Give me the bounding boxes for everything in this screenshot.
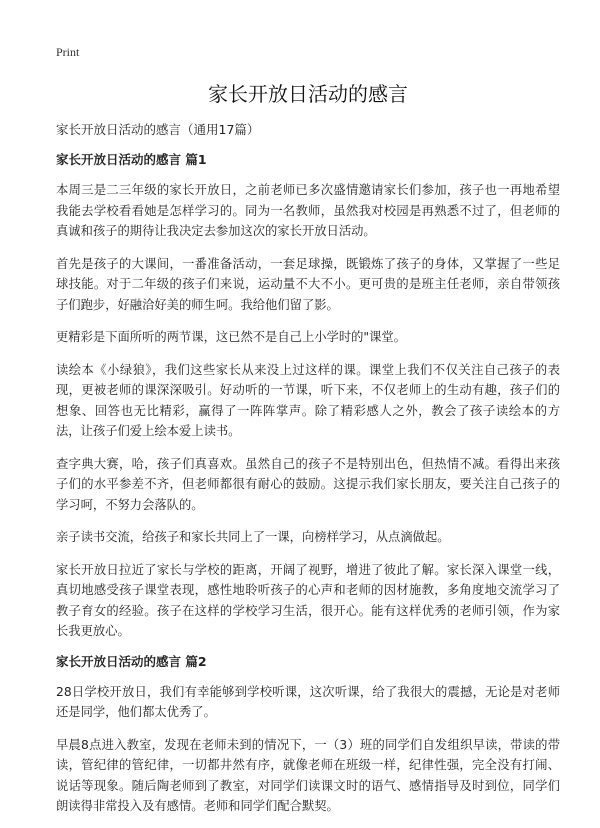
- paragraph: 早晨8点进入教室，发现在老师未到的情况下，一（3）班的同学们自发组织早读，带读的带读，管纪律的管纪律，一切都井然有序，就像老师在班级一样，纪律性强，完全没有打闹、说话等现象。随后陶老师到了教室，对同学们读课文时的语气、感情指导及时到位，同学们朗读得非常投入及有感情。老师和同学们配合默契。: [56, 737, 560, 813]
- section-1: [56, 150, 560, 642]
- section-2: [56, 652, 560, 817]
- paragraph: 28日学校开放日，我们有幸能够到学校听课，这次听课，给了我很大的震撼，无论是对老师还是同学，他们都太优秀了。: [56, 684, 560, 719]
- paragraph: 亲子读书交流，给孩子和家长共同上了一课，向榜样学习，从点滴做起。: [56, 530, 450, 544]
- section-heading: 家长开放日活动的感言 篇1: [56, 152, 207, 167]
- paragraph: 家长开放日拉近了家长与学校的距离，开阔了视野，增进了彼此了解。家长深入课堂一线，真切地感受孩子课堂表现，感性地聆听孩子的心声和老师的因材施教，多角度地交流学习了教子育女的经验。孩子在这样的学校学习生活，很开心。能有这样优秀的老师引领，作为家长我更放心。: [56, 562, 560, 638]
- paragraph: 读绘本《小绿狼》，我们这些家长从来没上过这样的课。课堂上我们不仅关注自己孩子的表现，更被老师的课深深吸引。好动听的一节课，听下来，不仅老师上的生动有趣，孩子们的想象、回答也无比精彩，赢得了一阵阵掌声。除了精彩感人之外，教会了孩子读绘本的方法，让孩子们爱上绘本爱上读书。: [56, 362, 560, 438]
- section-heading: 家长开放日活动的感言 篇2: [56, 653, 207, 669]
- paragraph: 更精彩是下面所听的两节课，这已然不是自己上小学时的"课堂。: [56, 330, 406, 344]
- paragraph: 本周三是二三年级的家长开放日，之前老师已多次盛情邀请家长们参加，孩子也一再地希望我能去学校看看她是怎样学习的。同为一名教师，虽然我对校园是再熟悉不过了，但老师的真诚和孩子的期待让我决定去参加这次的家长开放日活动。: [56, 183, 560, 238]
- document-title: 家长开放日活动的感言: [208, 82, 408, 106]
- document-subtitle: 家长开放日活动的感言（通用17篇）: [56, 122, 260, 137]
- paragraph: 查字典大赛，哈，孩子们真喜欢。虽然自己的孩子不是特别出色，但热情不减。看得出来孩子们的水平参差不齐，但老师都很有耐心的鼓励。这提示我们家长朋友，要关注自己孩子的学习呵，不努力会落队的。: [56, 456, 560, 512]
- paragraph: 首先是孩子的大课间，一番准备活动，一套足球操，既锻炼了孩子的身体，又掌握了一些足球技能。对于二年级的孩子们来说，运动量不大不小。更可贵的是班主任老师，亲自带领孩子们跑步，好融洽好美的师生呵。我给他们留了影。: [56, 256, 560, 312]
- print-link[interactable]: Print: [56, 45, 80, 59]
